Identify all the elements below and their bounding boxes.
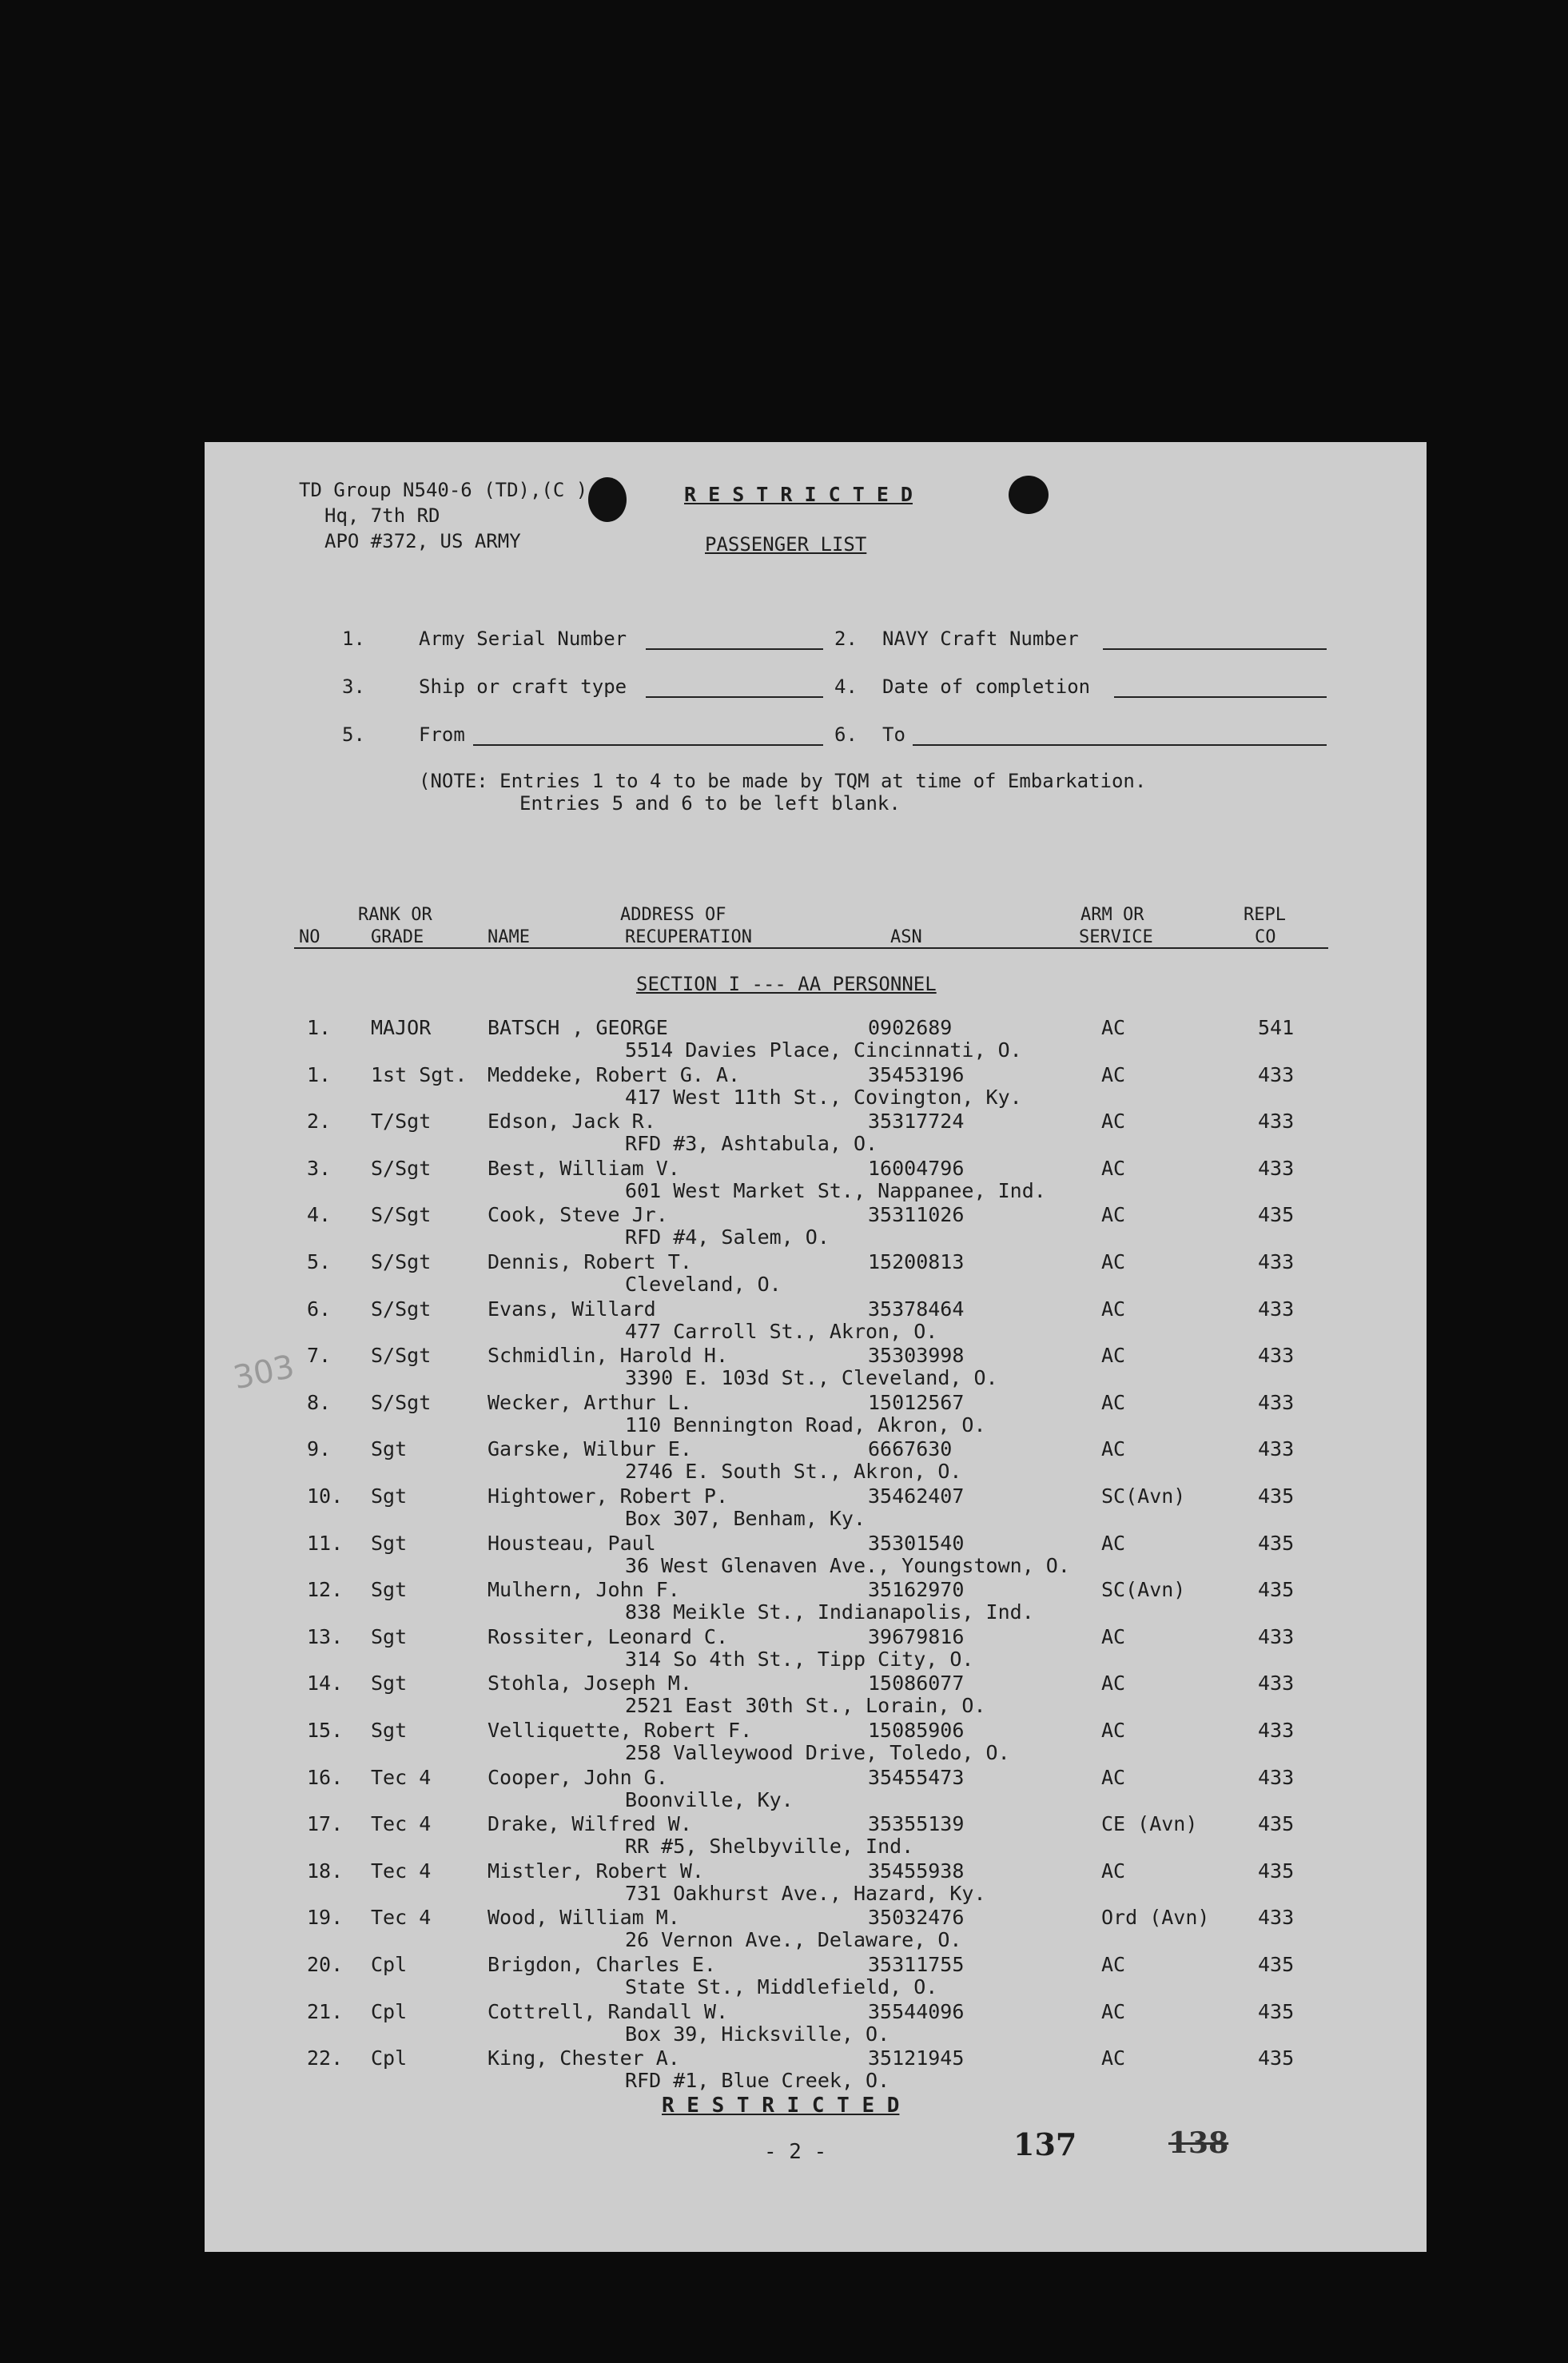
address-cell: RFD #1, Blue Creek, O. bbox=[625, 2069, 890, 2092]
arm-cell: AC bbox=[1101, 1719, 1126, 1742]
arm-cell: AC bbox=[1101, 1016, 1126, 1039]
name-cell: Stohla, Joseph M. bbox=[488, 1672, 692, 1695]
row-number: 3. bbox=[307, 1157, 332, 1180]
asn-cell: 39679816 bbox=[868, 1625, 965, 1648]
address-cell: 110 Bennington Road, Akron, O. bbox=[625, 1413, 986, 1437]
row-number: 18. bbox=[307, 1859, 344, 1883]
blank-line bbox=[913, 744, 1327, 746]
arm-cell: AC bbox=[1101, 1437, 1126, 1460]
rank-cell: T/Sgt bbox=[371, 1110, 432, 1133]
name-cell: Mulhern, John F. bbox=[488, 1578, 680, 1601]
asn-cell: 35311026 bbox=[868, 1203, 965, 1226]
header-rule bbox=[294, 947, 1328, 949]
name-cell: Housteau, Paul bbox=[488, 1532, 656, 1555]
classification-header: R E S T R I C T E D bbox=[684, 483, 913, 506]
name-cell: Velliquette, Robert F. bbox=[488, 1719, 753, 1742]
address-cell: 5514 Davies Place, Cincinnati, O. bbox=[625, 1038, 1022, 1062]
repl-cell: 435 bbox=[1258, 2046, 1295, 2070]
name-cell: BATSCH , GEORGE bbox=[488, 1016, 668, 1039]
repl-cell: 435 bbox=[1258, 1532, 1295, 1555]
row-number: 5. bbox=[307, 1250, 332, 1273]
asn-cell: 35355139 bbox=[868, 1812, 965, 1835]
field-label: NAVY Craft Number bbox=[882, 628, 1079, 650]
rank-cell: Sgt bbox=[371, 1484, 408, 1508]
margin-annotation: 303 bbox=[230, 1348, 298, 1397]
asn-cell: 35455473 bbox=[868, 1766, 965, 1789]
rank-cell: Tec 4 bbox=[371, 1766, 432, 1789]
arm-cell: AC bbox=[1101, 2046, 1126, 2070]
repl-cell: 433 bbox=[1258, 1297, 1295, 1321]
asn-cell: 15200813 bbox=[868, 1250, 965, 1273]
rank-cell: Cpl bbox=[371, 1953, 408, 1976]
repl-cell: 435 bbox=[1258, 2000, 1295, 2023]
name-cell: Meddeke, Robert G. A. bbox=[488, 1063, 741, 1086]
asn-cell: 35311755 bbox=[868, 1953, 965, 1976]
arm-cell: AC bbox=[1101, 1766, 1126, 1789]
document-page: TD Group N540-6 (TD),(C ) Hq, 7th RD APO #372, US ARMY R E S T R I C T E D PASSENGER LIST 1. Army Serial Number 2. NAVY Craft Number 3. Ship or craft type 4. Date of completion 5. From 6. To (NOTE: Entries 1 to 4 to be made by TQM at time of Embarkation. Entries 5 and 6 to be left blank. RANK OR ADDRESS OF ARM OR REPL NO GRADE NAME RECUPERATION ASN SERVICE CO SECTION I --- AA PERSONNEL 1. MAJOR BATSCH , GEORGE 0902689 AC 541 5514 Davies Place, Cincinnati, O. 1. 1st Sgt. Meddeke, Robert G. A. 35453196 AC 433 417 West 11th St., Covington, Ky. 2. T/Sgt Edson, Jack R. 35317724 AC 433 RFD #3, Ashtabula, O. 3. S/Sgt Best, William V. 16004796 AC 433 601 West Market St., Nappanee, Ind. 4. S/Sgt Cook, Steve Jr. 35311026 AC 435 RFD #4, Salem, O. 5. S/Sgt Dennis, Robert T. 15200813 AC 433 Cleveland, O. 6. S/Sgt Evans, Willard 35378464 AC 433 477 Carroll St., Akron, O. 7. S/Sgt Schmidlin, Harold H. 35303998 AC 433 3390 E. 103d St., Cleveland, O. 8. S/Sgt Wecker, Arthur L. 15012567 AC 433 110 Bennington Road, Akron, O. 9. Sgt Garske, Wilbur E. 6667630 AC 433 2746 E. South St., Akron, O. 10. Sgt Hightower, Robert P. 35462407 SC(Avn) 435 Box 307, Benham, Ky. 11. Sgt Housteau, Paul 35301540 AC 435 36 West Glenaven Ave., Youngstown, O. 12. Sgt Mulhern, John F. 35162970 SC(Avn) 435 838 Meikle St., Indianapolis, Ind. 13. Sgt Rossiter, Leonard C. 39679816 AC 433 314 So 4th St., Tipp City, O. 14. Sgt Stohla, Joseph M. 15086077 AC 433 2521 East 30th St., Lorain, O. 15. Sgt Velliquette, Robert F. 15085906 AC 433 258 Valleywood Drive, Toledo, O. 16. Tec 4 Cooper, John G. 35455473 AC 433 Boonville, Ky. 17. Tec 4 Drake, Wilfred W. 35355139 CE (Avn) 435 RR #5, Shelbyville, Ind. 18. Tec 4 Mistler, Robert W. 35455938 AC 435 731 Oakhurst Ave., Hazard, Ky. 19. Tec 4 Wood, William M. 35032476 Ord (Avn) 433 26 Vernon Ave., Delaware, O. 20. Cpl Brigdon, Charles E. 35311755 AC 435 State St., Middlefield, O. 21. Cpl Cottrell, Randall W. 35544096 AC 435 Box 39, Hicksville, O. 22. Cpl King, Chester A. 35121945 AC 435 RFD #1, Blue Creek, O. R E S T R I C T E D - 2 - 137 138 303 bbox=[205, 442, 1427, 2252]
address-cell: RFD #3, Ashtabula, O. bbox=[625, 1132, 878, 1155]
row-number: 6. bbox=[307, 1297, 332, 1321]
rank-cell: MAJOR bbox=[371, 1016, 432, 1039]
repl-cell: 433 bbox=[1258, 1437, 1295, 1460]
address-cell: 417 West 11th St., Covington, Ky. bbox=[625, 1086, 1022, 1109]
field-label: To bbox=[882, 723, 905, 746]
document-title: PASSENGER LIST bbox=[705, 533, 867, 556]
repl-cell: 433 bbox=[1258, 1110, 1295, 1133]
asn-cell: 35162970 bbox=[868, 1578, 965, 1601]
field-label: Ship or craft type bbox=[419, 675, 627, 698]
name-cell: Schmidlin, Harold H. bbox=[488, 1344, 729, 1367]
rank-cell: S/Sgt bbox=[371, 1391, 432, 1414]
asn-cell: 35453196 bbox=[868, 1063, 965, 1086]
address-cell: Boonville, Ky. bbox=[625, 1788, 794, 1811]
rank-cell: Sgt bbox=[371, 1625, 408, 1648]
row-number: 15. bbox=[307, 1719, 344, 1742]
address-cell: 36 West Glenaven Ave., Youngstown, O. bbox=[625, 1554, 1070, 1577]
asn-cell: 35301540 bbox=[868, 1532, 965, 1555]
asn-cell: 35462407 bbox=[868, 1484, 965, 1508]
arm-cell: AC bbox=[1101, 1391, 1126, 1414]
row-number: 19. bbox=[307, 1906, 344, 1929]
blank-line bbox=[646, 696, 823, 698]
address-cell: Cleveland, O. bbox=[625, 1273, 782, 1296]
ink-blot bbox=[588, 477, 627, 522]
hq-line: Hq, 7th RD bbox=[324, 504, 440, 527]
rank-cell: S/Sgt bbox=[371, 1203, 432, 1226]
row-number: 20. bbox=[307, 1953, 344, 1976]
page-number: 137 bbox=[1013, 2126, 1077, 2162]
rank-cell: Sgt bbox=[371, 1672, 408, 1695]
name-cell: Cooper, John G. bbox=[488, 1766, 668, 1789]
rank-cell: S/Sgt bbox=[371, 1344, 432, 1367]
page-label: - 2 - bbox=[764, 2140, 827, 2164]
arm-cell: AC bbox=[1101, 2000, 1126, 2023]
address-cell: 2746 E. South St., Akron, O. bbox=[625, 1460, 962, 1483]
section-title: SECTION I --- AA PERSONNEL bbox=[636, 973, 937, 995]
rank-cell: Tec 4 bbox=[371, 1859, 432, 1883]
blank-line bbox=[646, 648, 823, 650]
repl-cell: 433 bbox=[1258, 1250, 1295, 1273]
arm-cell: AC bbox=[1101, 1110, 1126, 1133]
row-number: 4. bbox=[307, 1203, 332, 1226]
asn-cell: 0902689 bbox=[868, 1016, 953, 1039]
address-cell: 314 So 4th St., Tipp City, O. bbox=[625, 1648, 974, 1671]
address-cell: Box 307, Benham, Ky. bbox=[625, 1507, 866, 1530]
row-number: 16. bbox=[307, 1766, 344, 1789]
name-cell: Wecker, Arthur L. bbox=[488, 1391, 692, 1414]
rank-cell: S/Sgt bbox=[371, 1157, 432, 1180]
name-cell: Drake, Wilfred W. bbox=[488, 1812, 692, 1835]
struck-page-number: 138 bbox=[1168, 2126, 1229, 2160]
repl-cell: 435 bbox=[1258, 1812, 1295, 1835]
row-number: 10. bbox=[307, 1484, 344, 1508]
asn-cell: 15012567 bbox=[868, 1391, 965, 1414]
blank-line bbox=[1103, 648, 1327, 650]
address-cell: RFD #4, Salem, O. bbox=[625, 1225, 830, 1249]
name-cell: Rossiter, Leonard C. bbox=[488, 1625, 729, 1648]
rank-cell: S/Sgt bbox=[371, 1250, 432, 1273]
ink-blot bbox=[1009, 476, 1049, 514]
row-number: 8. bbox=[307, 1391, 332, 1414]
arm-cell: AC bbox=[1101, 1157, 1126, 1180]
asn-cell: 35121945 bbox=[868, 2046, 965, 2070]
name-cell: Hightower, Robert P. bbox=[488, 1484, 729, 1508]
row-number: 12. bbox=[307, 1578, 344, 1601]
address-cell: 731 Oakhurst Ave., Hazard, Ky. bbox=[625, 1882, 986, 1905]
asn-cell: 35378464 bbox=[868, 1297, 965, 1321]
field-label: Date of completion bbox=[882, 675, 1091, 698]
repl-cell: 433 bbox=[1258, 1063, 1295, 1086]
apo-line: APO #372, US ARMY bbox=[324, 530, 521, 552]
row-number: 22. bbox=[307, 2046, 344, 2070]
asn-cell: 16004796 bbox=[868, 1157, 965, 1180]
field-label: From bbox=[419, 723, 465, 746]
name-cell: Garske, Wilbur E. bbox=[488, 1437, 692, 1460]
asn-cell: 6667630 bbox=[868, 1437, 953, 1460]
repl-cell: 435 bbox=[1258, 1578, 1295, 1601]
asn-cell: 35032476 bbox=[868, 1906, 965, 1929]
asn-cell: 35317724 bbox=[868, 1110, 965, 1133]
name-cell: Evans, Willard bbox=[488, 1297, 656, 1321]
rank-cell: Cpl bbox=[371, 2046, 408, 2070]
classification-footer: R E S T R I C T E D bbox=[662, 2094, 900, 2118]
name-cell: Best, William V. bbox=[488, 1157, 680, 1180]
rank-cell: Sgt bbox=[371, 1532, 408, 1555]
arm-cell: AC bbox=[1101, 1672, 1126, 1695]
repl-cell: 433 bbox=[1258, 1157, 1295, 1180]
arm-cell: AC bbox=[1101, 1859, 1126, 1883]
repl-cell: 433 bbox=[1258, 1672, 1295, 1695]
asn-cell: 35455938 bbox=[868, 1859, 965, 1883]
address-cell: 2521 East 30th St., Lorain, O. bbox=[625, 1694, 986, 1717]
repl-cell: 435 bbox=[1258, 1203, 1295, 1226]
name-cell: Edson, Jack R. bbox=[488, 1110, 656, 1133]
note-line-1: (NOTE: Entries 1 to 4 to be made by TQM at time of Embarkation. bbox=[419, 770, 1147, 792]
row-number: 14. bbox=[307, 1672, 344, 1695]
rank-cell: Sgt bbox=[371, 1437, 408, 1460]
asn-cell: 15086077 bbox=[868, 1672, 965, 1695]
address-cell: 26 Vernon Ave., Delaware, O. bbox=[625, 1928, 962, 1951]
note-line-2: Entries 5 and 6 to be left blank. bbox=[519, 792, 901, 815]
arm-cell: AC bbox=[1101, 1250, 1126, 1273]
rank-cell: Tec 4 bbox=[371, 1906, 432, 1929]
blank-line bbox=[473, 744, 823, 746]
address-cell: 838 Meikle St., Indianapolis, Ind. bbox=[625, 1600, 1034, 1624]
arm-cell: Ord (Avn) bbox=[1101, 1906, 1210, 1929]
arm-cell: SC(Avn) bbox=[1101, 1578, 1186, 1601]
name-cell: Mistler, Robert W. bbox=[488, 1859, 704, 1883]
repl-cell: 435 bbox=[1258, 1859, 1295, 1883]
repl-cell: 433 bbox=[1258, 1391, 1295, 1414]
rank-cell: Sgt bbox=[371, 1719, 408, 1742]
arm-cell: AC bbox=[1101, 1344, 1126, 1367]
rank-cell: Sgt bbox=[371, 1578, 408, 1601]
arm-cell: CE (Avn) bbox=[1101, 1812, 1198, 1835]
row-number: 21. bbox=[307, 2000, 344, 2023]
name-cell: Wood, William M. bbox=[488, 1906, 680, 1929]
arm-cell: SC(Avn) bbox=[1101, 1484, 1186, 1508]
rank-cell: S/Sgt bbox=[371, 1297, 432, 1321]
blank-line bbox=[1114, 696, 1327, 698]
address-cell: Box 39, Hicksville, O. bbox=[625, 2022, 890, 2046]
arm-cell: AC bbox=[1101, 1063, 1126, 1086]
name-cell: Brigdon, Charles E. bbox=[488, 1953, 716, 1976]
name-cell: King, Chester A. bbox=[488, 2046, 680, 2070]
arm-cell: AC bbox=[1101, 1532, 1126, 1555]
row-number: 11. bbox=[307, 1532, 344, 1555]
repl-cell: 541 bbox=[1258, 1016, 1295, 1039]
asn-cell: 35303998 bbox=[868, 1344, 965, 1367]
address-cell: 258 Valleywood Drive, Toledo, O. bbox=[625, 1741, 1010, 1764]
repl-cell: 433 bbox=[1258, 1719, 1295, 1742]
rank-cell: Tec 4 bbox=[371, 1812, 432, 1835]
arm-cell: AC bbox=[1101, 1625, 1126, 1648]
row-number: 17. bbox=[307, 1812, 344, 1835]
row-number: 7. bbox=[307, 1344, 332, 1367]
address-cell: 3390 E. 103d St., Cleveland, O. bbox=[625, 1366, 998, 1389]
arm-cell: AC bbox=[1101, 1297, 1126, 1321]
row-number: 1. bbox=[307, 1063, 332, 1086]
repl-cell: 433 bbox=[1258, 1766, 1295, 1789]
field-label: Army Serial Number bbox=[419, 628, 627, 650]
address-cell: 601 West Market St., Nappanee, Ind. bbox=[625, 1179, 1046, 1202]
name-cell: Dennis, Robert T. bbox=[488, 1250, 692, 1273]
arm-cell: AC bbox=[1101, 1203, 1126, 1226]
arm-cell: AC bbox=[1101, 1953, 1126, 1976]
repl-cell: 433 bbox=[1258, 1625, 1295, 1648]
row-number: 13. bbox=[307, 1625, 344, 1648]
row-number: 9. bbox=[307, 1437, 332, 1460]
row-number: 1. bbox=[307, 1016, 332, 1039]
row-number: 2. bbox=[307, 1110, 332, 1133]
address-cell: 477 Carroll St., Akron, O. bbox=[625, 1320, 938, 1343]
name-cell: Cottrell, Randall W. bbox=[488, 2000, 729, 2023]
asn-cell: 15085906 bbox=[868, 1719, 965, 1742]
repl-cell: 435 bbox=[1258, 1953, 1295, 1976]
address-cell: RR #5, Shelbyville, Ind. bbox=[625, 1835, 914, 1858]
repl-cell: 433 bbox=[1258, 1344, 1295, 1367]
unit-line: TD Group N540-6 (TD),(C ) bbox=[299, 479, 588, 501]
repl-cell: 435 bbox=[1258, 1484, 1295, 1508]
rank-cell: 1st Sgt. bbox=[371, 1063, 468, 1086]
address-cell: State St., Middlefield, O. bbox=[625, 1975, 938, 1998]
name-cell: Cook, Steve Jr. bbox=[488, 1203, 668, 1226]
asn-cell: 35544096 bbox=[868, 2000, 965, 2023]
rank-cell: Cpl bbox=[371, 2000, 408, 2023]
repl-cell: 433 bbox=[1258, 1906, 1295, 1929]
